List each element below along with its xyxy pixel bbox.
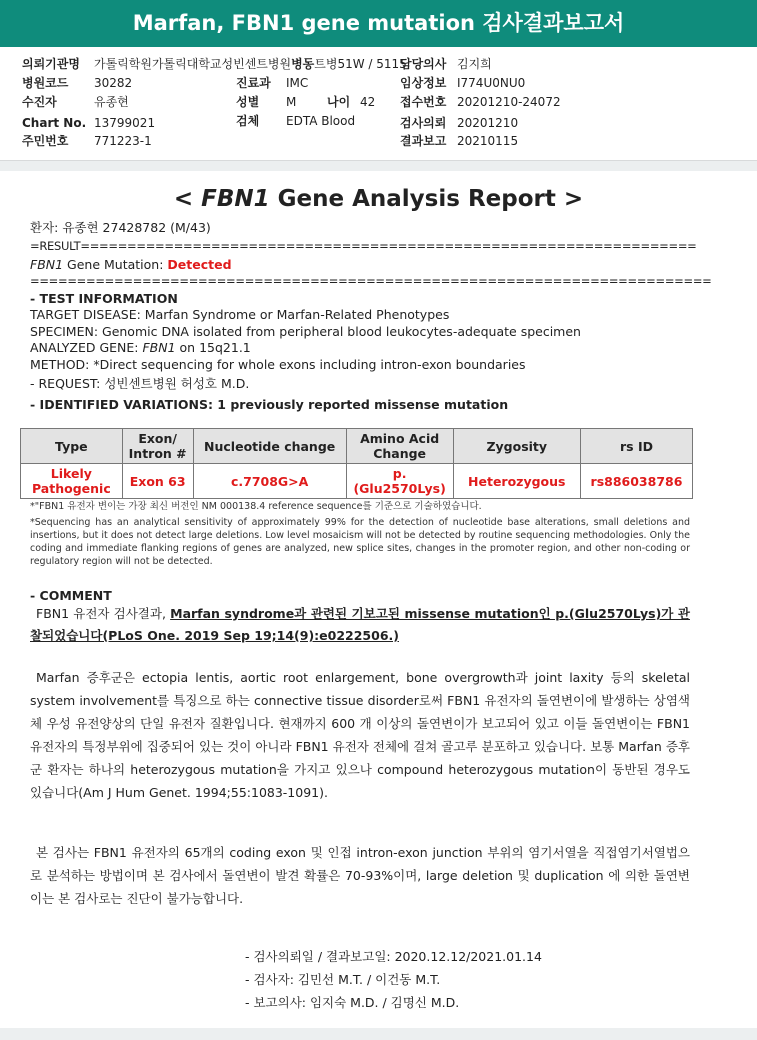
chart-value: 13799021 [94, 116, 156, 130]
request-label: 검사의뢰 [400, 116, 447, 130]
clinical-label: 임상정보 [400, 76, 447, 90]
receipt-value: 20201210-24072 [457, 95, 561, 109]
cell-zygosity: Heterozygous [453, 464, 580, 499]
ward-value: 트병51W / 5115 [314, 57, 407, 71]
signoff-dates: - 검사의뢰일 / 결과보고일: 2020.12.12/2021.01.14 [245, 949, 542, 964]
id-number-value: 771223-1 [94, 134, 152, 148]
test-info-heading: - TEST INFORMATION [30, 291, 178, 306]
table-row [21, 464, 693, 499]
cell-amino-acid: p.(Glu2570Lys) [346, 464, 453, 499]
request-line: - REQUEST: 성빈센트병원 허성호 M.D. [30, 376, 250, 391]
report-date-value: 20210115 [457, 134, 519, 148]
receipt-label: 접수번호 [400, 95, 447, 109]
signoff-testers: - 검사자: 김민선 M.T. / 이건동 M.T. [245, 972, 441, 987]
institution-label: 의뢰기관명 [22, 57, 80, 71]
analyzed-suffix: on 15q21.1 [175, 340, 251, 355]
dept-value: IMC [286, 76, 309, 90]
result-line: =RESULT================================================================== [30, 239, 697, 253]
mutation-label: Gene Mutation: [63, 257, 168, 272]
institution-value: 가톨릭학원가톨릭대학교성빈센트병원 [94, 57, 292, 71]
report-banner-title: Marfan, FBN1 gene mutation 검사결과보고서 [0, 0, 757, 47]
title-gene: FBN1 [201, 186, 270, 212]
comment-p1-highlight: Marfan syndrome과 관련된 기보고된 missense mutation인 p.(Glu2570Lys)가 관찰되었습니다(PLoS One. 2019 Sep 19;14(9):e0222506.) [30, 606, 690, 643]
comment-paragraph-2: Marfan 증후군은 ectopia lentis, aortic root enlargement, bone overgrowth과 joint laxity 등의 skeletal system involvement를 특징으로 하는 connective tissue disorder로써 FBN1 유전자의 돌연변이에 발생하는 상염색체 우성 유전양상의 단일 유전자 질환입니다. 현재까지 600 개 이상의 돌연변이가 보고되어 있고 이들 돌연변이는 FBN1 유전자의 특정부위에 집중되어 있는 것이 아니라 FBN1 유전자 전체에 걸쳐 골고루 분포하고 있습니다. 보통 Marfan 증후군 환자는 하나의 heterozygous mutation을 가지고 있으나 compound heterozygous mutation이 동반된 경우도 있습니다(Am J Hum Genet. 1994;55:1083-1091). [30, 670, 690, 800]
method-line: METHOD: *Direct sequencing for whole exons including intron-exon boundaries [30, 357, 526, 372]
age-label: 나이 [327, 95, 351, 109]
col-amino-acid: Amino Acid Change [346, 429, 453, 464]
age-value: 42 [360, 95, 376, 109]
title-suffix: Gene Analysis Report > [269, 186, 584, 212]
report-title [0, 186, 757, 212]
variant-table [20, 428, 693, 499]
col-type: Type [21, 429, 123, 464]
mutation-gene: FBN1 [30, 257, 64, 272]
section-divider [0, 160, 757, 171]
dept-label: 진료과 [236, 76, 271, 90]
hospital-code-value: 30282 [94, 76, 133, 90]
ward-label: 병동 [291, 57, 315, 71]
analyzed-gene-line [30, 339, 720, 356]
doctor-value: 김지희 [457, 57, 492, 71]
clinical-value: I774U0NU0 [457, 76, 526, 90]
comment-p1-plain: FBN1 유전자 검사결과, [36, 606, 171, 621]
chart-label: Chart No. [22, 116, 87, 130]
hospital-code-label: 병원코드 [22, 76, 69, 90]
title-prefix: < [173, 186, 202, 212]
id-number-label: 주민번호 [22, 134, 69, 148]
mutation-status: Detected [167, 257, 232, 272]
patient-label: 수진자 [22, 95, 57, 109]
cell-type: Likely Pathogenic [21, 464, 123, 499]
patient-header [22, 55, 742, 155]
comment-paragraph-1 [30, 603, 690, 647]
page-bottom-bar [0, 1028, 757, 1040]
patient-value: 유종현 [94, 95, 129, 109]
sex-value: M [286, 95, 297, 109]
cell-rsid: rs886038786 [580, 464, 692, 499]
identified-variations: - IDENTIFIED VARIATIONS: 1 previously reported missense mutation [30, 397, 509, 412]
report-date-label: 결과보고 [400, 134, 447, 148]
footnote-reference: *"FBN1 유전자 변이는 가장 최신 버전인 NM 000138.4 reference sequence를 기준으로 기술하였습니다. [30, 501, 482, 512]
analyzed-prefix: ANALYZED GENE: [30, 340, 143, 355]
col-nucleotide: Nucleotide change [193, 429, 346, 464]
specimen-label: 검체 [236, 114, 260, 128]
comment-heading: - COMMENT [30, 588, 112, 603]
specimen-value: EDTA Blood [286, 114, 356, 128]
request-value: 20201210 [457, 116, 519, 130]
col-zygosity: Zygosity [453, 429, 580, 464]
col-exon: Exon/ Intron # [122, 429, 193, 464]
divider-line: ========================================================================= [30, 274, 712, 288]
specimen-line: SPECIMEN: Genomic DNA isolated from peripheral blood leukocytes-adequate specimen [30, 324, 581, 339]
signoff-reporters: - 보고의사: 임지숙 M.D. / 김명신 M.D. [245, 995, 460, 1010]
analyzed-gene: FBN1 [142, 340, 176, 355]
cell-exon: Exon 63 [122, 464, 193, 499]
doctor-label: 담당의사 [400, 57, 447, 71]
col-rsid: rs ID [580, 429, 692, 464]
cell-nucleotide: c.7708G>A [193, 464, 346, 499]
mutation-line [30, 256, 720, 273]
footnote-sensitivity: *Sequencing has an analytical sensitivity of approximately 99% for the detection of nucleotide base alterations, small deletions and insertions, but it does not detect large deletions. Low level mosaicism will not be detected by routine sequencing methodologies. Only the coding and immediate flanking regions of genes are analyzed, new splice sites, changes in the promoter region, and other non-coding or regulatory region will not be detected. [30, 517, 690, 567]
variant-table-header [21, 429, 693, 464]
patient-line: 환자: 유종현 27428782 (M/43) [30, 220, 211, 235]
target-disease: TARGET DISEASE: Marfan Syndrome or Marfan-Related Phenotypes [30, 307, 450, 322]
comment-paragraph-3: 본 검사는 FBN1 유전자의 65개의 coding exon 및 인접 intron-exon junction 부위의 염기서열을 직접염기서열법으로 분석하는 방법이며 본 검사에서 돌연변이 발견 확률은 70-93%이며, large deletion 및 duplication 에 의한 돌연변이는 본 검사로는 진단이 불가능합니다. [30, 845, 690, 906]
sex-label: 성별 [236, 95, 260, 109]
